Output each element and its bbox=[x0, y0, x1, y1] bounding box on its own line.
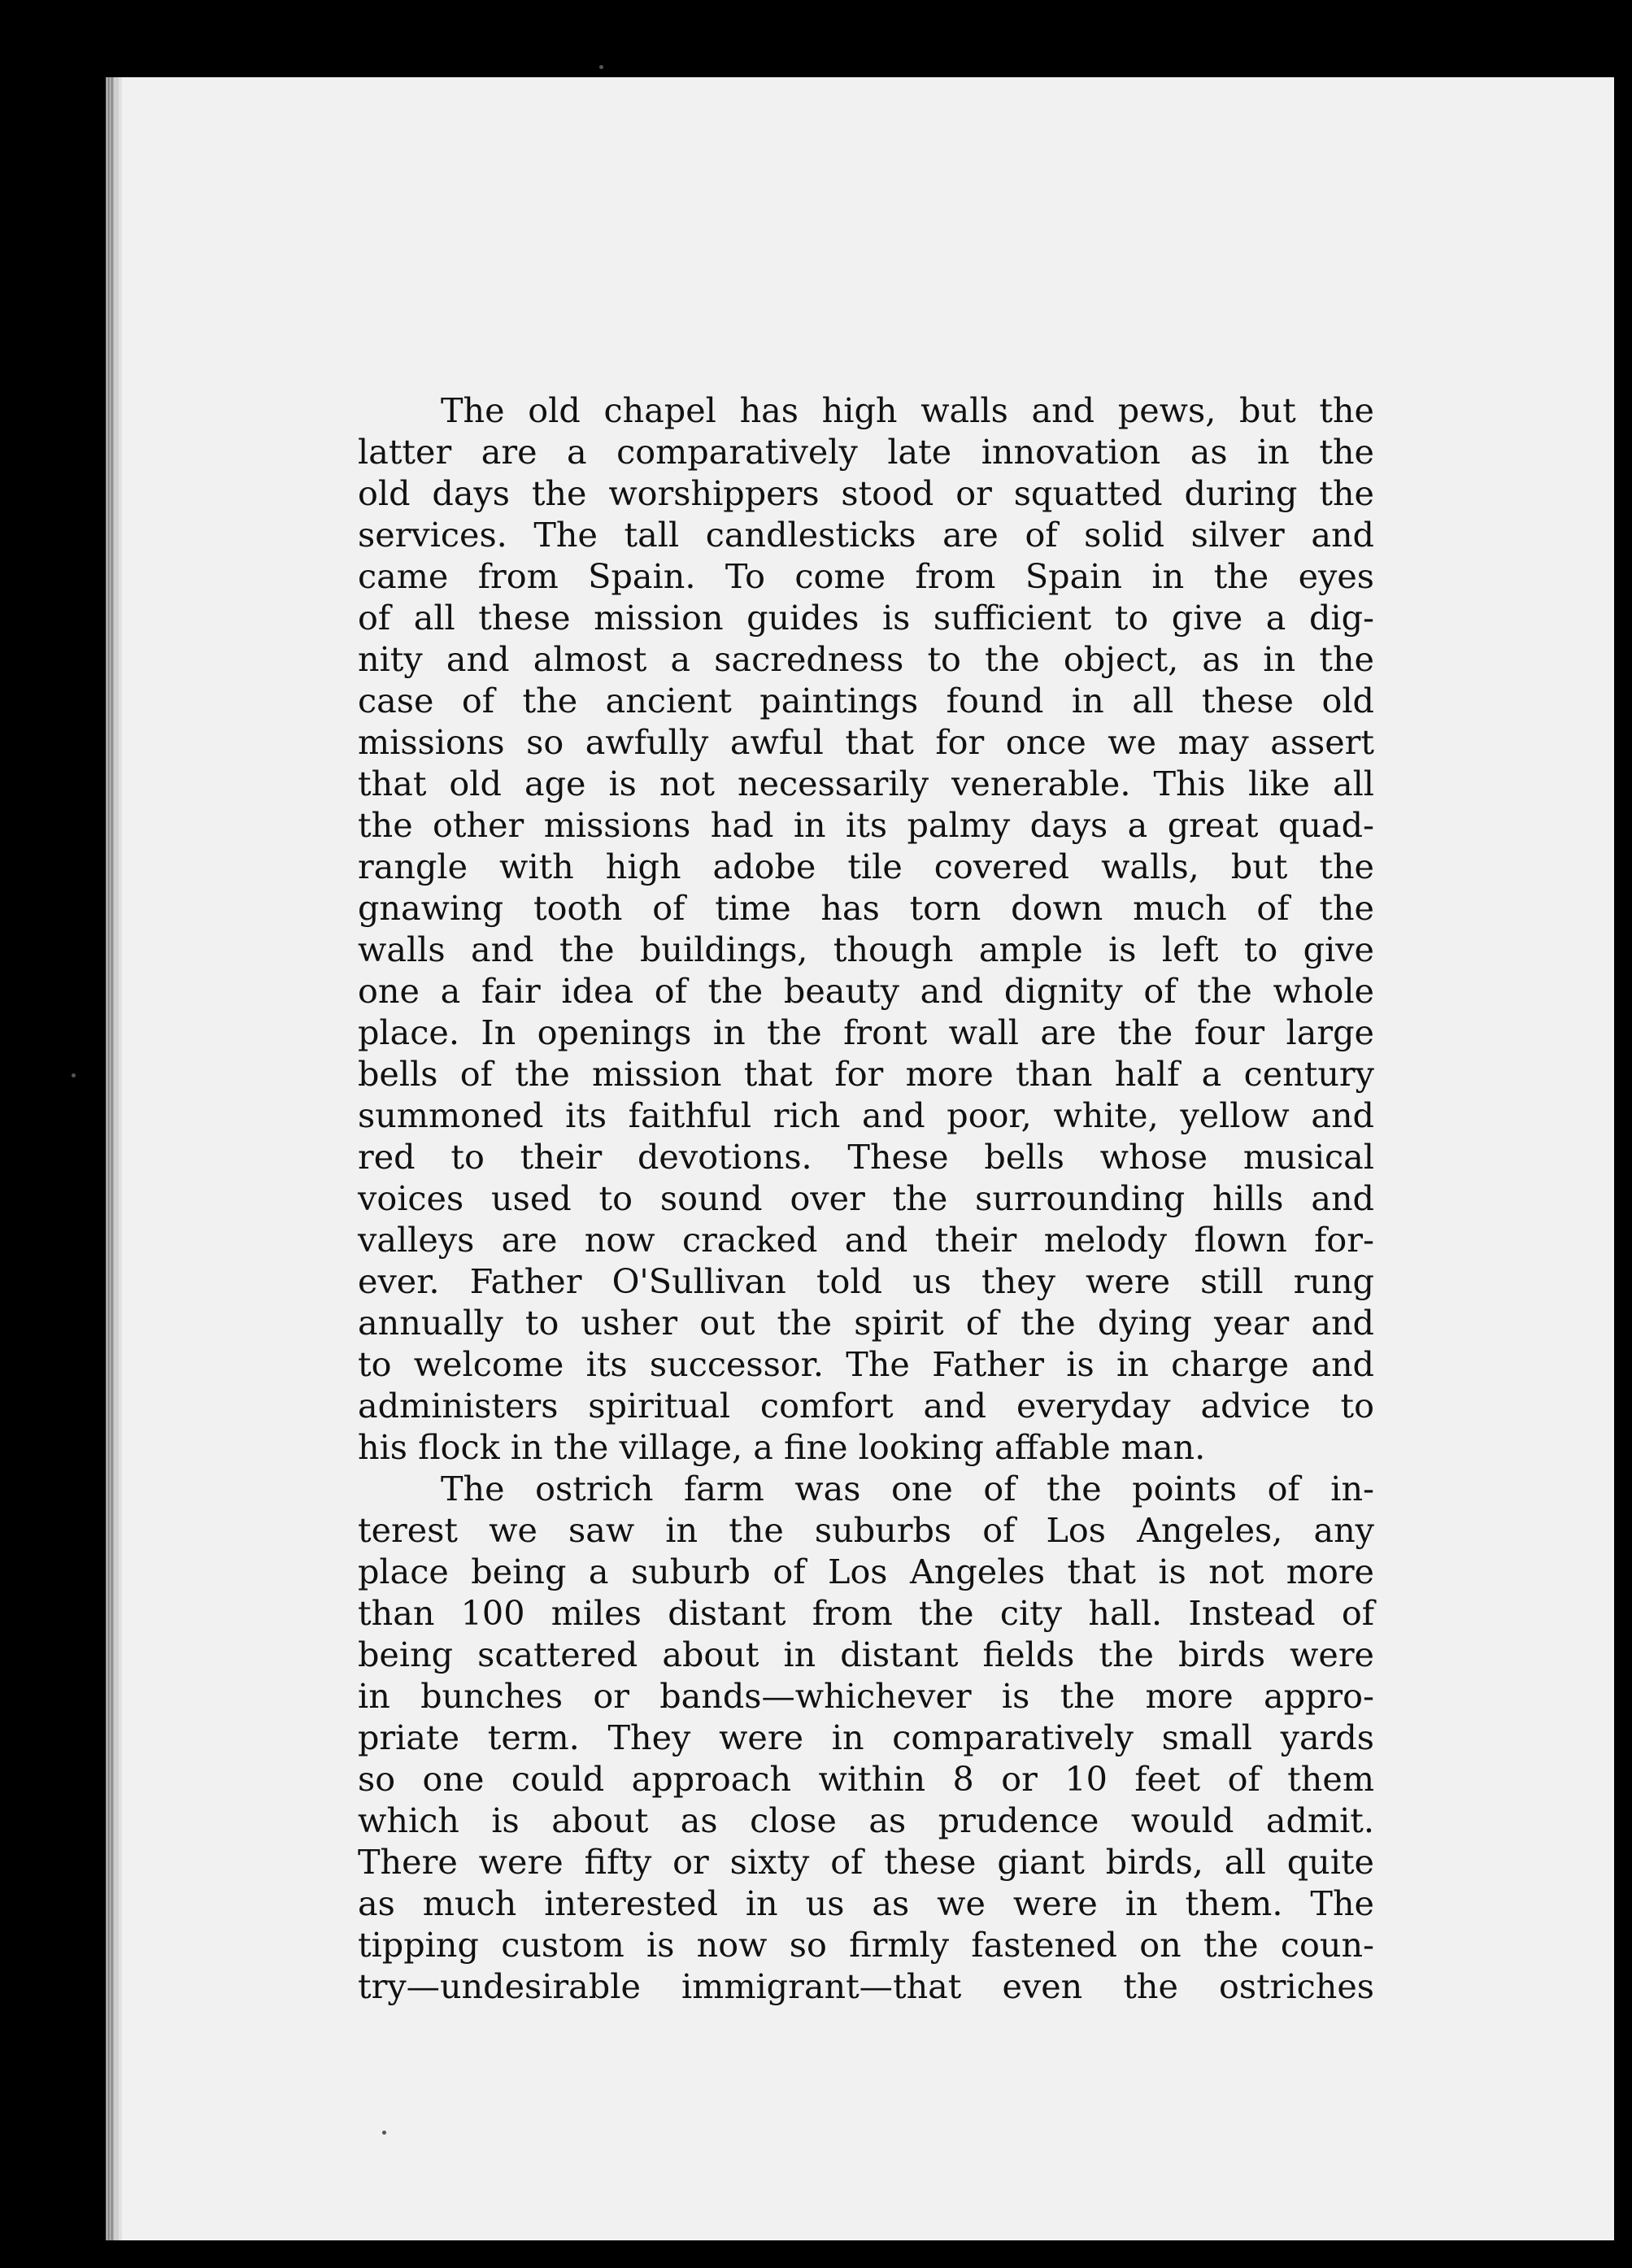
text-line: services. The tall candlesticks are of solid silver and bbox=[358, 516, 1374, 555]
text-line: old days the worshippers stood or squatted during the bbox=[358, 474, 1374, 513]
text-line: being scattered about in distant fields the birds were bbox=[358, 1635, 1374, 1674]
text-line: The ostrich farm was one of the points of in- bbox=[441, 1469, 1374, 1508]
text-line: bells of the mission that for more than half a century bbox=[358, 1055, 1374, 1094]
scan-speck bbox=[382, 2131, 386, 2135]
text-line: tipping custom is now so firmly fastened on the coun- bbox=[358, 1926, 1374, 1965]
text-line: of all these mission guides is sufficient to give a dig- bbox=[358, 599, 1374, 638]
text-line: gnawing tooth of time has torn down much of the bbox=[358, 889, 1374, 928]
paragraph bbox=[358, 390, 1374, 1469]
text-line: in bunches or bands—whichever is the more appro- bbox=[358, 1677, 1374, 1716]
text-line: place being a suburb of Los Angeles that is not more bbox=[358, 1552, 1374, 1591]
text-line: to welcome its successor. The Father is in charge and bbox=[358, 1345, 1374, 1384]
text-line: valleys are now cracked and their melody flown for- bbox=[358, 1221, 1374, 1260]
paragraph bbox=[358, 1469, 1374, 2008]
text-line: ever. Father O'Sullivan told us they were still rung bbox=[358, 1262, 1374, 1301]
text-line: which is about as close as prudence would admit. bbox=[358, 1801, 1374, 1840]
text-line: place. In openings in the front wall are the four large bbox=[358, 1013, 1374, 1052]
text-line: as much interested in us as we were in them. The bbox=[358, 1884, 1374, 1923]
text-line: terest we saw in the suburbs of Los Angeles, any bbox=[358, 1511, 1374, 1550]
text-line: try—undesirable immigrant—that even the ostriches bbox=[358, 1967, 1374, 2006]
scan-speck bbox=[599, 65, 603, 69]
body-text bbox=[358, 390, 1374, 2008]
scan-speck bbox=[72, 1073, 76, 1077]
text-line: case of the ancient paintings found in all these old bbox=[358, 681, 1374, 720]
text-line: summoned its faithful rich and poor, white, yellow and bbox=[358, 1096, 1374, 1135]
text-line: The old chapel has high walls and pews, but the bbox=[441, 391, 1374, 430]
text-line: annually to usher out the spirit of the dying year and bbox=[358, 1304, 1374, 1343]
text-line: There were fifty or sixty of these giant birds, all quite bbox=[358, 1843, 1374, 1882]
text-line: came from Spain. To come from Spain in the eyes bbox=[358, 557, 1374, 596]
text-line: one a fair idea of the beauty and dignity of the whole bbox=[358, 972, 1374, 1011]
text-line: voices used to sound over the surrounding hills and bbox=[358, 1179, 1374, 1218]
text-line: so one could approach within 8 or 10 feet of them bbox=[358, 1760, 1374, 1799]
text-line: his flock in the village, a fine looking affable man. bbox=[358, 1428, 1206, 1467]
text-line: missions so awfully awful that for once we may assert bbox=[358, 723, 1374, 762]
text-line: nity and almost a sacredness to the object, as in the bbox=[358, 640, 1374, 679]
text-line: administers spiritual comfort and everyday advice to bbox=[358, 1386, 1374, 1426]
text-line: the other missions had in its palmy days a great quad- bbox=[358, 806, 1374, 845]
text-line: red to their devotions. These bells whose musical bbox=[358, 1138, 1374, 1177]
text-line: than 100 miles distant from the city hall. Instead of bbox=[358, 1594, 1374, 1633]
text-line: latter are a comparatively late innovation as in the bbox=[358, 433, 1374, 472]
text-line: priate term. They were in comparatively small yards bbox=[358, 1718, 1374, 1757]
text-line: that old age is not necessarily venerable. This like all bbox=[358, 764, 1374, 803]
text-line: rangle with high adobe tile covered walls, but the bbox=[358, 847, 1374, 886]
text-line: walls and the buildings, though ample is left to give bbox=[358, 930, 1374, 969]
